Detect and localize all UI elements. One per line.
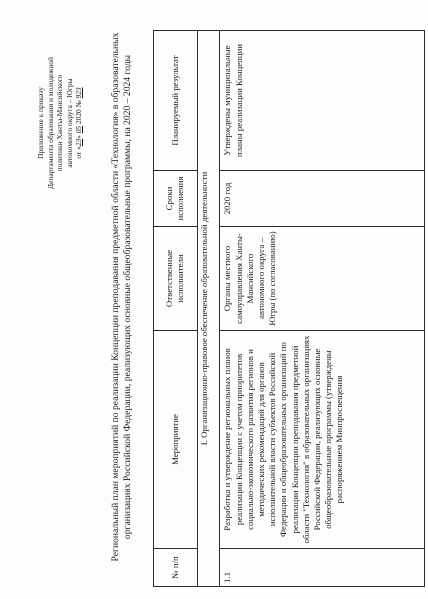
row-executors: Органы местного самоуправления Ханты-Мансийского автономного округа – Югры (по согласованию) bbox=[220, 227, 425, 331]
header-executors: Ответственные исполнители bbox=[154, 227, 198, 331]
section-heading: I. Организационно-правовое обеспечение образовательной деятельности bbox=[197, 31, 220, 587]
row-result: Утверждены муниципальные планы реализации Концепции bbox=[220, 31, 425, 171]
row-activity: Разработка и утверждение региональных планов реализации Концепции с учетом приоритетов социально-экономического развития регионов и методических рекомендаций для органов исполнительной власти субъектов Российской Федерации и общеобразовательных организаций по реализации Концепции преподавания предметной области "Технология" в образовательных организациях Российской Федерации, реализующих основные общеобразовательные программы (утверждены распоряжением Минпросвещения bbox=[220, 331, 425, 549]
appendix-note bbox=[36, 29, 84, 217]
date-year: 2020 № bbox=[74, 100, 84, 125]
header-activity: Мероприятие bbox=[154, 331, 198, 549]
section-row bbox=[197, 31, 220, 587]
date-day: 23 bbox=[74, 138, 84, 147]
appendix-line-2: Департамента образования и молодежной bbox=[45, 56, 55, 190]
appendix-date-line bbox=[74, 29, 84, 217]
date-month: 05 bbox=[74, 125, 84, 134]
header-number: № п/п bbox=[154, 549, 198, 587]
appendix-line-3: политики Ханты-Мансийского bbox=[55, 74, 65, 172]
date-prefix: от « bbox=[74, 146, 84, 159]
appendix-line-1: Приложение к приказу bbox=[36, 87, 45, 159]
date-number: 923 bbox=[74, 87, 84, 99]
date-mid: » bbox=[74, 135, 84, 139]
header-result: Планируемый результат bbox=[154, 31, 198, 171]
plan-table bbox=[153, 30, 425, 587]
header-deadline: Сроки исполнения bbox=[154, 171, 198, 227]
row-deadline: 2020 год bbox=[220, 171, 425, 227]
document-title: Региональный план мероприятий по реализации Концепции преподавания предметной области «Технология» в образовательных организациях Российской Федерации, реализующих основные общеобразовательные программы, на 2020 – 2024 годы bbox=[110, 32, 134, 562]
row-number: 1.1 bbox=[220, 549, 425, 587]
table-row bbox=[220, 31, 425, 587]
appendix-line-4: автономного округа – Югры bbox=[64, 78, 74, 168]
table-header-row bbox=[154, 31, 198, 587]
